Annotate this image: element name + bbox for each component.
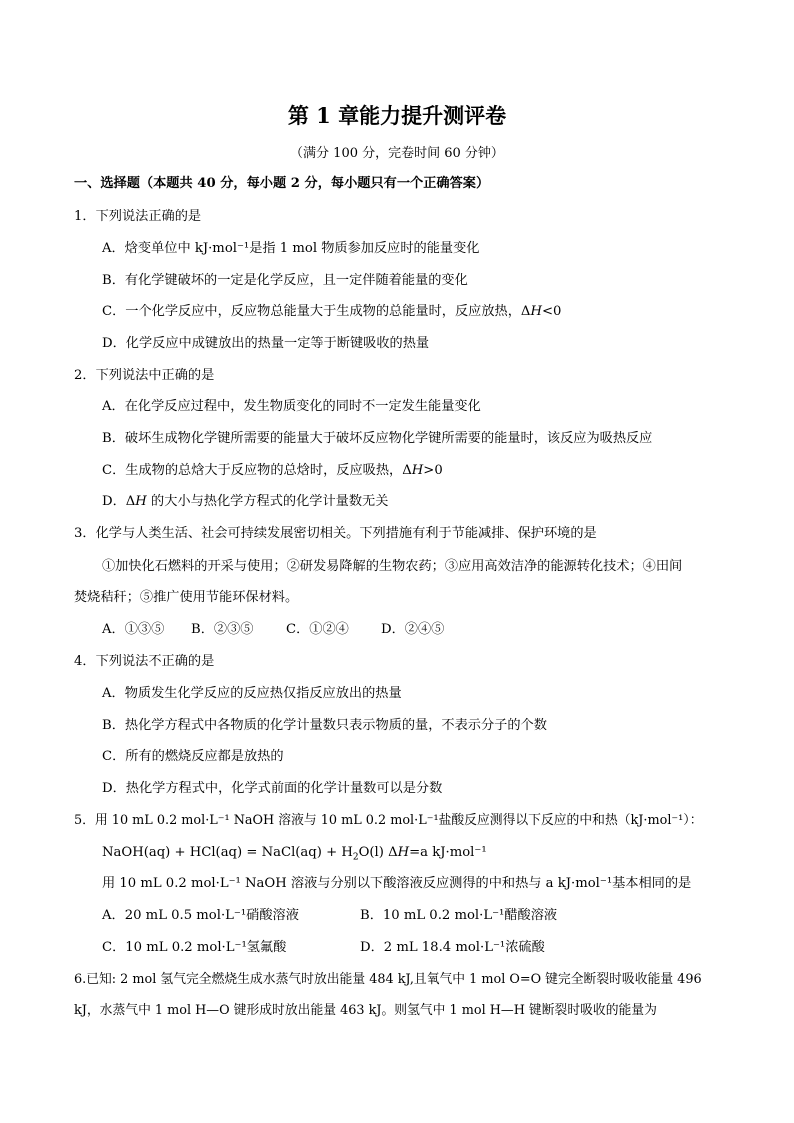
q3-option-b: B．②③⑤ <box>191 622 254 637</box>
q2-option-d <box>102 492 388 512</box>
q4-option-d: D．热化学方程式中，化学式前面的化学计量数可以是分数 <box>102 781 443 796</box>
section-heading: 一、选择题（本题共 40 分，每小题 2 分，每小题只有一个正确答案） <box>74 176 490 191</box>
q1-stem: 1．下列说法正确的是 <box>74 209 202 224</box>
q2-option-d-var: H <box>135 494 147 509</box>
q3-text-line2: 焚烧秸秆；⑤推广使用节能环保材料。 <box>74 590 299 605</box>
q5-option-a: A．20 mL 0.5 mol·L⁻¹硝酸溶液 <box>102 908 299 923</box>
q2-option-c <box>102 461 443 481</box>
q6-line1: 6.已知: 2 mol 氢气完全燃烧生成水蒸气时放出能量 484 kJ,且氧气中 1 mol O=O 键完全断裂时吸收能量 496 <box>74 972 702 987</box>
q5-equation-middle: O(l) Δ <box>358 845 398 860</box>
q5-equation <box>102 843 487 863</box>
q2-option-c-text: C．生成物的总焓大于反应物的总焓时，反应吸热，Δ <box>102 463 412 478</box>
page-subtitle: （满分 100 分，完卷时间 60 分钟） <box>290 146 504 161</box>
q5-option-c: C．10 mL 0.2 mol·L⁻¹氢氟酸 <box>102 940 287 955</box>
q5-option-d: D．2 mL 18.4 mol·L⁻¹浓硫酸 <box>360 940 545 955</box>
q3-text-line1: ①加快化石燃料的开采与使用；②研发易降解的生物农药；③应用高效洁净的能源转化技术；④田间 <box>102 559 683 574</box>
q2-stem: 2．下列说法中正确的是 <box>74 368 215 383</box>
q1-option-d: D．化学反应中成键放出的热量一定等于断键吸收的热量 <box>102 336 430 351</box>
q6-line2: kJ，水蒸气中 1 mol H—O 键形成时放出能量 463 kJ。则氢气中 1 mol H—H 键断裂时吸收的能量为 <box>74 1003 657 1018</box>
q2-option-a: A．在化学反应过程中，发生物质变化的同时不一定发生能量变化 <box>102 399 481 414</box>
q2-option-d-tail: 的大小与热化学方程式的化学计量数无关 <box>146 494 389 509</box>
q5-equation-subscript: 2 <box>352 852 359 863</box>
q4-option-b: B．热化学方程式中各物质的化学计量数只表示物质的量，不表示分子的个数 <box>102 718 547 733</box>
q5-equation-left: NaOH(aq) + HCl(aq) = NaCl(aq) + H <box>102 845 353 860</box>
q1-option-c-var: H <box>530 304 542 319</box>
q4-option-c: C．所有的燃烧反应都是放热的 <box>102 749 284 764</box>
q4-option-a: A．物质发生化学反应的反应热仅指反应放出的热量 <box>102 686 402 701</box>
q4-stem: 4．下列说法不正确的是 <box>74 654 215 669</box>
q3-option-d: D．②④⑤ <box>381 622 445 637</box>
q3-option-c: C．①②④ <box>286 622 349 637</box>
q2-option-d-text: D．Δ <box>102 494 136 509</box>
q5-equation-var: H <box>397 845 410 860</box>
q1-option-c-tail: <0 <box>541 304 562 319</box>
q1-option-c-text: C．一个化学反应中，反应物总能量大于生成物的总能量时，反应放热，Δ <box>102 304 531 319</box>
q1-option-c <box>102 302 561 322</box>
q5-equation-right: =a kJ·mol⁻¹ <box>409 845 487 860</box>
q2-option-b: B．破坏生成物化学键所需要的能量大于破坏反应物化学键所需要的能量时，该反应为吸热反应 <box>102 431 653 446</box>
q2-option-c-tail: >0 <box>423 463 443 478</box>
q5-text: 用 10 mL 0.2 mol·L⁻¹ NaOH 溶液与分别以下酸溶液反应测得的中和热与 a kJ·mol⁻¹基本相同的是 <box>102 876 692 891</box>
q3-option-a: A．①③⑤ <box>102 622 165 637</box>
q5-stem: 5．用 10 mL 0.2 mol·L⁻¹ NaOH 溶液与 10 mL 0.2 mol·L⁻¹盐酸反应测得以下反应的中和热（kJ·mol⁻¹）： <box>74 813 703 828</box>
q3-stem: 3．化学与人类生活、社会可持续发展密切相关。下列措施有利于节能减排、保护环境的是 <box>74 526 597 541</box>
q5-option-b: B．10 mL 0.2 mol·L⁻¹醋酸溶液 <box>360 908 558 923</box>
page-title: 第 1 章能力提升测评卷 <box>287 103 507 128</box>
q1-option-a: A．焓变单位中 kJ·mol⁻¹是指 1 mol 物质参加反应时的能量变化 <box>102 241 480 256</box>
q2-option-c-var: H <box>411 463 424 478</box>
q1-option-b: B．有化学键破坏的一定是化学反应，且一定伴随着能量的变化 <box>102 273 468 288</box>
